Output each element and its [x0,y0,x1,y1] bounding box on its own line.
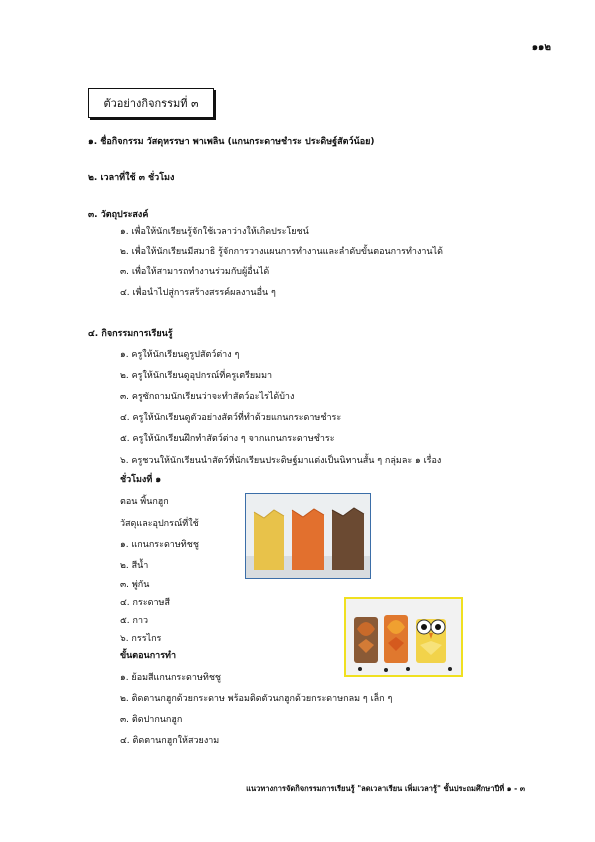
activity-item: ๒. ครูให้นักเรียนดูอุปกรณ์ที่ครูเตรียมมา [120,371,273,381]
activity-item: ๓. ครูซักถามนักเรียนว่าจะทำสัตว์อะไรได้บ้าง [120,392,295,402]
page-number: ๑๑๒ [531,42,551,53]
material-item: ๖. กรรไกร [120,634,162,644]
paper-tube-owls-icon [346,599,461,675]
activity-title-box [88,88,214,118]
step-item: ๒. ติดตานกฮูกด้วยกระดาษ พร้อมติดตัวนกฮูกด้วยกระดาษกลม ๆ เล็ก ๆ [120,694,393,704]
step-item: ๓. ติดปากนกฮูก [120,715,183,725]
activity-item: ๑. ครูให้นักเรียนดูรูปสัตว์ต่าง ๆ [120,350,240,360]
episode-title: ตอน พิ้นกฮูก [120,497,169,507]
material-item: ๓. พู่กัน [120,580,150,590]
footer-text: แนวทางการจัดกิจกรรมการเรียนรู้ "ลดเวลาเรียน เพิ่มเวลารู้" ชั้นประถมศึกษาปีที่ ๑ - ๓ [246,784,525,793]
paper-tube-cups-icon [246,494,370,578]
steps-heading: ขั้นตอนการทำ [120,651,177,661]
materials-heading: วัสดุและอุปกรณ์ที่ใช้ [120,519,199,529]
activity-item: ๔. ครูให้นักเรียนดูตัวอย่างสัตว์ที่ทำด้วยแกนกระดาษชำระ [120,413,342,423]
step-item: ๑. ย้อมสีแกนกระดาษทิชชู [120,673,222,683]
paper-tube-owls-photo [344,597,463,677]
section-learning-activities: ๔. กิจกรรมการเรียนรู้ [88,329,173,339]
hour-heading: ชั่วโมงที่ ๑ [120,475,162,485]
section-objectives: ๓. วัตถุประสงค์ [88,210,149,220]
material-item: ๔. กระดาษสี [120,598,170,608]
activity-title: ตัวอย่างกิจกรรมที่ ๓ [103,97,199,110]
section-activity-name: ๑. ชื่อกิจกรรม วัสดุหรรษา พาเพลิน (แกนกระดาษชำระ ประดิษฐ์สัตว์น้อย) [88,137,375,147]
section-time-used: ๒. เวลาที่ใช้ ๓ ชั่วโมง [88,173,175,183]
activity-item: ๕. ครูให้นักเรียนฝึกทำสัตว์ต่าง ๆ จากแกนกระดาษชำระ [120,434,335,444]
objective-item: ๑. เพื่อให้นักเรียนรู้จักใช้เวลาว่างให้เกิดประโยชน์ [120,227,309,237]
objective-item: ๒. เพื่อให้นักเรียนมีสมาธิ รู้จักการวางแผนการทำงานและลำดับขั้นตอนการทำงานได้ [120,247,443,257]
activity-item: ๖. ครูชวนให้นักเรียนนำสัตว์ที่นักเรียนประดิษฐ์มาแต่งเป็นนิทานสั้น ๆ กลุ่มละ ๑ เรื่อง [120,456,442,466]
objective-item: ๔. เพื่อนำไปสู่การสร้างสรรค์ผลงานอื่น ๆ [120,288,276,298]
material-item: ๕. กาว [120,616,149,626]
paper-tube-cups-photo [245,493,371,579]
material-item: ๒. สีน้ำ [120,561,149,571]
step-item: ๔. ติดตานกฮูกให้สวยงาม [120,736,220,746]
material-item: ๑. แกนกระดาษทิชชู [120,540,199,550]
objective-item: ๓. เพื่อให้สามารถทำงานร่วมกับผู้อื่นได้ [120,267,270,277]
